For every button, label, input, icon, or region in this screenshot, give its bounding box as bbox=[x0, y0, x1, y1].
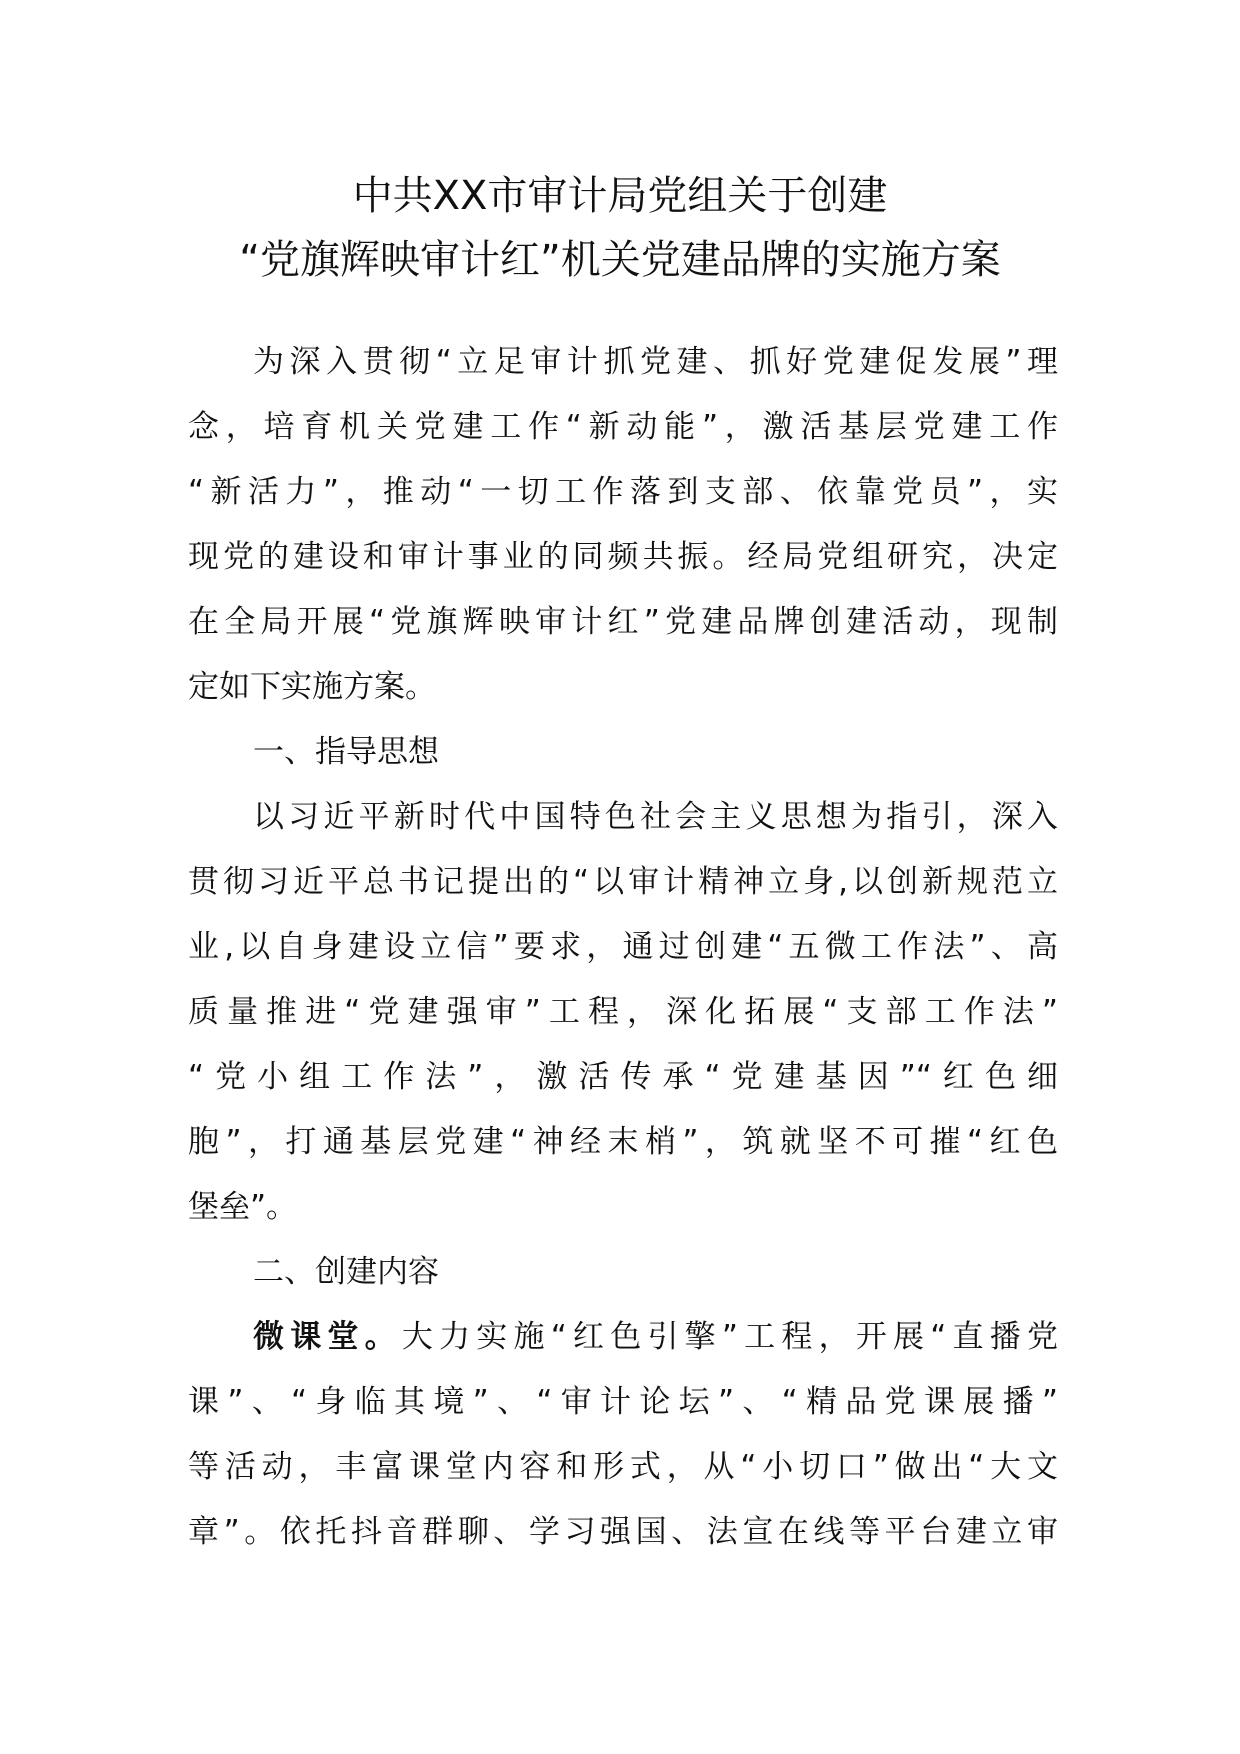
body-line: 以习近平新时代中国特色社会主义思想为指引，深入 bbox=[253, 799, 1058, 835]
body-line: 堡垒”。 bbox=[188, 1189, 298, 1225]
body-line: “新活力”，推动“一切工作落到支部、依靠党员”，实 bbox=[188, 474, 1058, 510]
body-line-with-bold-lead bbox=[188, 1305, 1058, 1370]
body-line: 等活动，丰富课堂内容和形式，从“小切口”做出“大文 bbox=[188, 1449, 1058, 1485]
section-heading-guiding-ideology: 一、指导思想 bbox=[253, 734, 439, 770]
body-line: 在全局开展“党旗辉映审计红”党建品牌创建活动，现制 bbox=[188, 604, 1058, 640]
body-line: 定如下实施方案。 bbox=[188, 669, 436, 705]
document-title-line-2: “党旗辉映审计红”机关党建品牌的实施方案 bbox=[239, 237, 1001, 283]
body-line-text: 大力实施“红色引擎”工程，开展“直播党 bbox=[401, 1319, 1058, 1355]
bold-lead-micro-classroom: 微课堂。 bbox=[253, 1319, 402, 1355]
body-line: 为深入贯彻“立足审计抓党建、抓好党建促发展”理 bbox=[253, 344, 1058, 380]
body-line: 业,以自身建设立信”要求，通过创建“五微工作法”、高 bbox=[188, 929, 1058, 965]
body-line: 课”、“身临其境”、“审计论坛”、“精品党课展播” bbox=[188, 1384, 1058, 1420]
section-heading-creation-content: 二、创建内容 bbox=[253, 1254, 439, 1290]
body-line: 念，培育机关党建工作“新动能”，激活基层党建工作 bbox=[188, 409, 1058, 445]
document-body bbox=[188, 330, 1058, 1565]
body-line: 质量推进“党建强审”工程，深化拓展“支部工作法” bbox=[188, 994, 1058, 1030]
body-line: 现党的建设和审计事业的同频共振。经局党组研究，决定 bbox=[188, 539, 1058, 575]
document-title-line-1: 中共XX市审计局党组关于创建 bbox=[352, 173, 888, 219]
body-line: 胞”，打通基层党建“神经末梢”，筑就坚不可摧“红色 bbox=[188, 1124, 1058, 1160]
body-line: 贯彻习近平总书记提出的“以审计精神立身,以创新规范立 bbox=[188, 864, 1058, 900]
body-line: “党小组工作法”，激活传承“党建基因”“红色细 bbox=[188, 1059, 1058, 1095]
body-line: 章”。依托抖音群聊、学习强国、法宣在线等平台建立审 bbox=[188, 1514, 1058, 1550]
